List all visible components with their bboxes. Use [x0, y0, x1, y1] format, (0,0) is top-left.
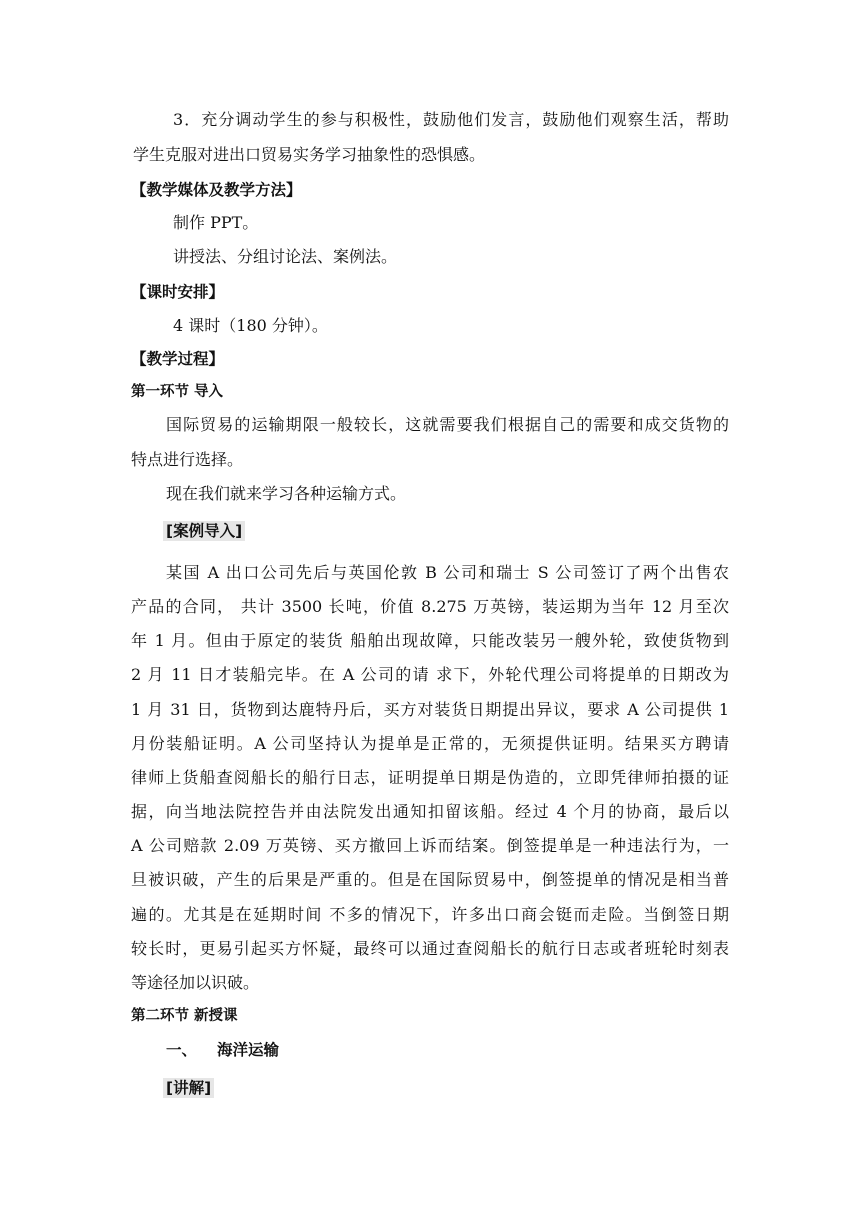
case-tag-label: [案例导入]	[163, 521, 245, 541]
case-line: 较长时，更易引起买方怀疑，最终可以通过查阅船长的航行日志或者班轮时刻表	[131, 939, 729, 958]
section1-number: 一、	[166, 1041, 198, 1059]
intro-line2: 特点进行选择。	[131, 450, 244, 469]
case-line: A 公司赔款 2.09 万英镑、买方撤回上诉而结案。倒签提单是一种违法行为，一	[131, 836, 729, 855]
case-tag	[163, 521, 245, 541]
explain-tag	[163, 1078, 214, 1098]
media-item-ppt: 制作 PPT。	[173, 213, 259, 232]
case-line: 年 1 月。但由于原定的装货 船舶出现故障，只能改装另一艘外轮，致使货物到	[131, 631, 729, 650]
case-line: 产品的合同， 共计 3500 长吨，价值 8.275 万英镑，装运期为当年 12 月至次	[131, 597, 729, 616]
schedule-heading: 【课时安排】	[131, 283, 225, 301]
goal-3-line2: 学生克服对进出口贸易实务学习抽象性的恐惧感。	[133, 145, 486, 164]
case-line: 等途径加以识破。	[131, 973, 260, 992]
case-line: 1 月 31 日，货物到达鹿特丹后，买方对装货日期提出异议，要求 A 公司提供 1	[131, 700, 729, 719]
goal-3-line1: 3．充分调动学生的参与积极性，鼓励他们发言，鼓励他们观察生活，帮助	[173, 110, 729, 129]
case-line: 旦被识破，产生的后果是严重的。但是在国际贸易中，倒签提单的情况是相当普	[131, 870, 729, 889]
case-line: 据，向当地法院控告并由法院发出通知扣留该船。经过 4 个月的协商，最后以	[131, 802, 729, 821]
schedule-item: 4 课时（180 分钟）。	[173, 316, 328, 335]
case-line: 遍的。尤其是在延期时间 不多的情况下，许多出口商会铤而走险。当倒签日期	[131, 905, 729, 924]
case-line: 月份装船证明。A 公司坚持认为提单是正常的，无须提供证明。结果买方聘请	[131, 734, 729, 753]
media-item-methods: 讲授法、分组讨论法、案例法。	[173, 247, 398, 266]
step1-heading: 第一环节 导入	[131, 384, 224, 400]
intro-line3: 现在我们就来学习各种运输方式。	[166, 484, 407, 503]
intro-line1: 国际贸易的运输期限一般较长，这就需要我们根据自己的需要和成交货物的	[166, 415, 729, 434]
explain-tag-label: [讲解]	[163, 1078, 214, 1098]
media-heading: 【教学媒体及教学方法】	[131, 181, 302, 199]
case-line: 律师上货船查阅船长的船行日志，证明提单日期是伪造的，立即凭律师拍摄的证	[131, 768, 729, 787]
case-line: 2 月 11 日才装船完毕。在 A 公司的请 求下，外轮代理公司将提单的日期改为	[131, 665, 729, 684]
process-heading: 【教学过程】	[131, 350, 225, 368]
section1-title: 海洋运输	[217, 1041, 280, 1059]
case-line: 某国 A 出口公司先后与英国伦敦 B 公司和瑞士 S 公司签订了两个出售农	[166, 563, 729, 582]
step2-heading: 第二环节 新授课	[131, 1008, 238, 1024]
